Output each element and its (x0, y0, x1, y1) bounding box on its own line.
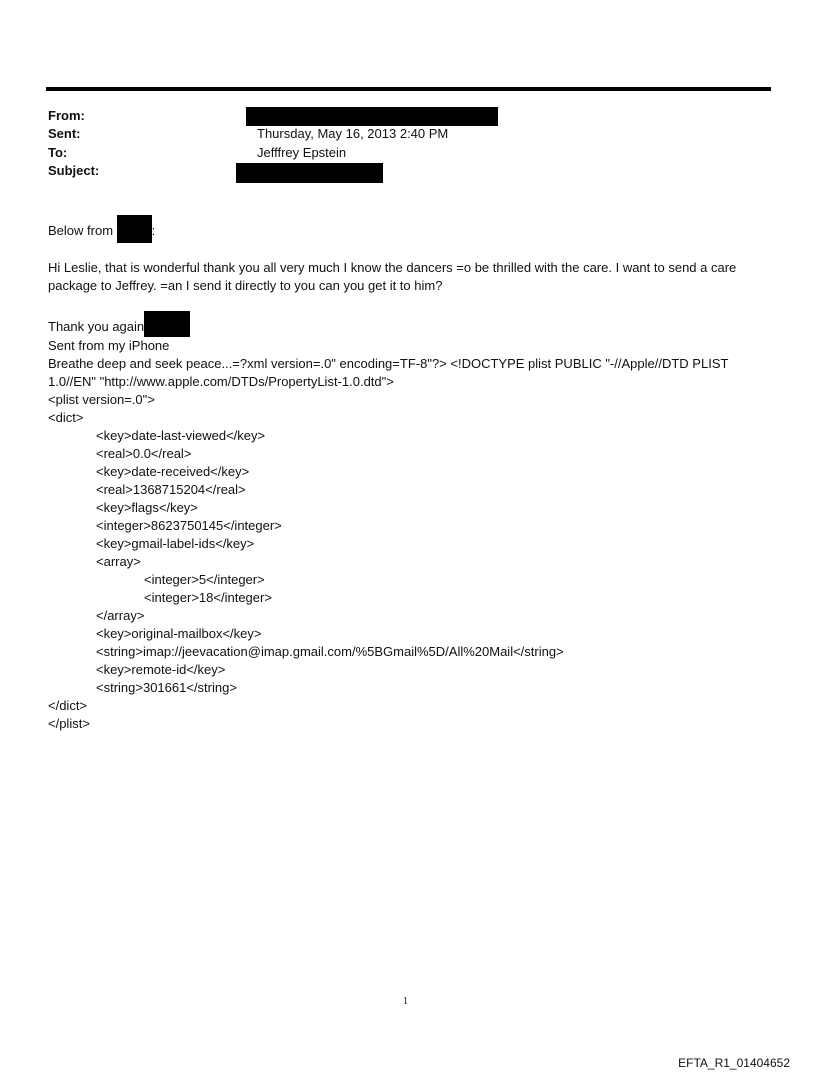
xml-line: <key>original-mailbox</key> (96, 626, 262, 641)
page-number: 1 (403, 996, 408, 1007)
xml-line: <key>remote-id</key> (96, 662, 226, 677)
xml-line: <integer>8623750145</integer> (96, 518, 282, 533)
sender-redaction (117, 215, 152, 243)
to-label: To: (48, 145, 68, 160)
from-redaction (246, 107, 498, 126)
bates-number: EFTA_R1_01404652 (678, 1056, 790, 1070)
header-rule (46, 87, 771, 91)
plist-close: </plist> (48, 716, 90, 731)
xml-line: <key>flags</key> (96, 500, 198, 515)
subject-redaction (236, 163, 383, 183)
xml-line: <array> (96, 554, 141, 569)
xml-line: <string>imap://jeevacation@imap.gmail.com/%5BGmail%5D/All%20Mail</string> (96, 644, 564, 659)
email-body (48, 215, 778, 733)
message-paragraph: Hi Leslie, that is wonderful thank you all very much I know the dancers =o be thrilled with the care. I want to send a care package to Jeffrey. =an I send it directly to you can you get it to him? (48, 260, 737, 293)
xml-line: <real>0.0</real> (96, 446, 192, 461)
sent-value: Thursday, May 16, 2013 2:40 PM (257, 126, 449, 141)
xml-line: </array> (96, 608, 145, 623)
xml-line: <integer>18</integer> (144, 590, 272, 605)
dict-close: </dict> (48, 698, 88, 713)
thanks-prefix: Thank you again (48, 319, 145, 334)
xml-line: <real>1368715204</real> (96, 482, 246, 497)
thanks-line (48, 311, 778, 337)
plist-open: <plist version=.0"> (48, 392, 155, 407)
dict-open: <dict> (48, 410, 84, 425)
signature-redaction (144, 311, 190, 337)
intro-prefix: Below from (48, 223, 117, 238)
intro-line (48, 215, 778, 243)
xml-line: <string>301661</string> (96, 680, 237, 695)
from-label: From: (48, 108, 85, 123)
subject-label: Subject: (48, 163, 100, 178)
breathe-line: Breathe deep and seek peace...=?xml version=.0" encoding=TF-8"?> <!DOCTYPE plist PUBLIC "-//Apple//DTD PLIST 1.0//EN" "http://www.apple.com/DTDs/PropertyList-1.0.dtd"> (48, 356, 729, 389)
to-value: Jefffrey Epstein (257, 145, 347, 160)
sent-from-line: Sent from my iPhone (48, 338, 170, 353)
xml-line: <integer>5</integer> (144, 572, 265, 587)
intro-suffix: : (151, 223, 156, 238)
xml-line: <key>gmail-label-ids</key> (96, 536, 255, 551)
sent-label: Sent: (48, 126, 81, 141)
xml-line: <key>date-received</key> (96, 464, 250, 479)
xml-line: <key>date-last-viewed</key> (96, 428, 266, 443)
